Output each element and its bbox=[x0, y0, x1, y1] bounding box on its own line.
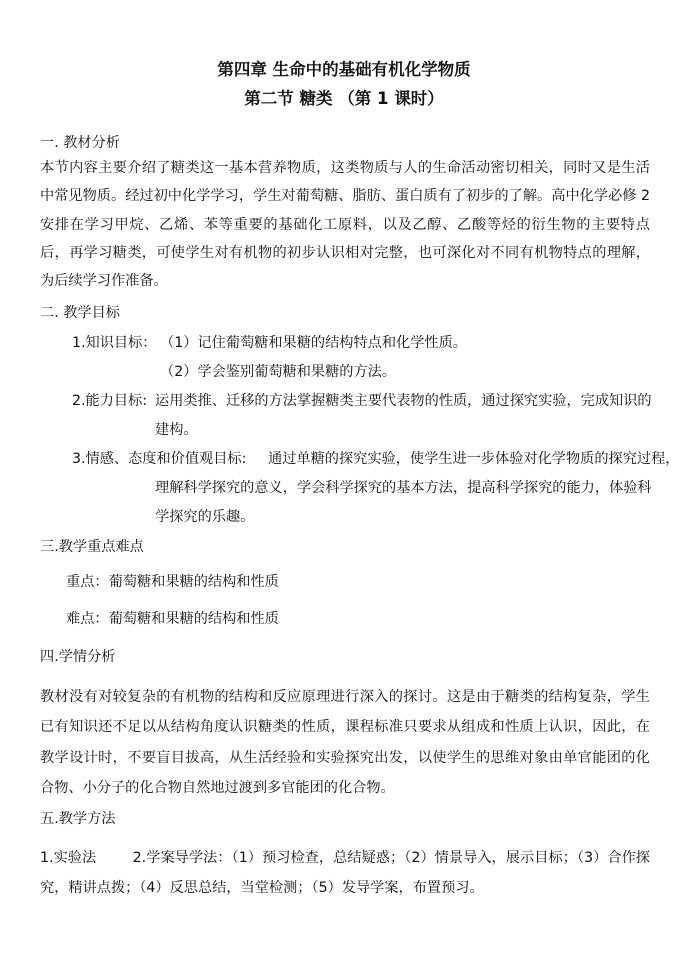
textbook-analysis-paragraph: 本节内容主要介绍了糖类这一基本营养物质，这类物质与人的生命活动密切相关，同时又是生活中常见物质。经过初中化学学习，学生对葡萄糖、脂肪、蛋白质有了初步的了解。高中化学必修 2 安排在学习甲烷、乙烯、苯等重要的基础化工原料，以及乙醇、乙酸等烃的衍生物的主要特点后，再学习糖类，可使学生对有机物的初步认识相对完整，也可深化对不同有机物特点的理解，为后续学习作准备。 bbox=[40, 160, 650, 290]
section-title: 第二节 糖类 （第 1 课时） bbox=[244, 89, 444, 108]
goal-text: 通过单糖的探究实验，使学生进一步体验对化学物质的探究过程， bbox=[268, 451, 680, 467]
section-heading: 二. 教学目标 bbox=[40, 305, 120, 321]
goal-label: 2.能力目标: bbox=[72, 393, 148, 409]
section-heading: 三.教学重点难点 bbox=[40, 539, 144, 555]
section-heading: 四.学情分析 bbox=[40, 649, 116, 665]
teaching-methods-paragraph: 1.实验法 2.学案导学法：（1）预习检查，总结疑惑；（2）情景导入，展示目标；（3）合作探究，精讲点拨；（4）反思总结，当堂检测；（5）发导学案，布置预习。 bbox=[40, 850, 650, 896]
key-point: 重点：葡萄糖和果糖的结构和性质 bbox=[66, 574, 279, 590]
goal-item: （1）记住葡萄糖和果糖的结构特点和化学性质。 bbox=[160, 335, 467, 351]
learning-analysis-paragraph: 教材没有对较复杂的有机物的结构和反应原理进行深入的探讨。这是由于糖类的结构复杂，学生已有知识还不足以从结构角度认识糖类的性质，课程标准只要求从组成和性质上认识，因此，在教学设计时，不要盲目拔高，从生活经验和实验探究出发，以使学生的思维对象由单官能团的化合物、小分子的化合物自然地过渡到多官能团的化合物。 bbox=[40, 689, 650, 796]
goal-text: 运用类推、迁移的方法掌握糖类主要代表物的性质，通过探究实验，完成知识的 bbox=[155, 393, 652, 409]
goal-label: 3.情感、态度和价值观目标: bbox=[72, 451, 247, 467]
goal-label: 1.知识目标： bbox=[72, 335, 157, 351]
goal-text: 学探究的乐趣。 bbox=[155, 509, 255, 525]
section-heading: 一. 教材分析 bbox=[40, 135, 120, 151]
chapter-title: 第四章 生命中的基础有机化学物质 bbox=[217, 60, 471, 79]
goal-text: 理解科学探究的意义，学会科学探究的基本方法，提高科学探究的能力，体验科 bbox=[155, 480, 652, 496]
difficulty-point: 难点：葡萄糖和果糖的结构和性质 bbox=[66, 611, 279, 627]
goal-item: （2）学会鉴别葡萄糖和果糖的方法。 bbox=[160, 364, 397, 380]
goal-text: 建构。 bbox=[155, 422, 198, 438]
section-heading: 五.教学方法 bbox=[40, 811, 116, 827]
